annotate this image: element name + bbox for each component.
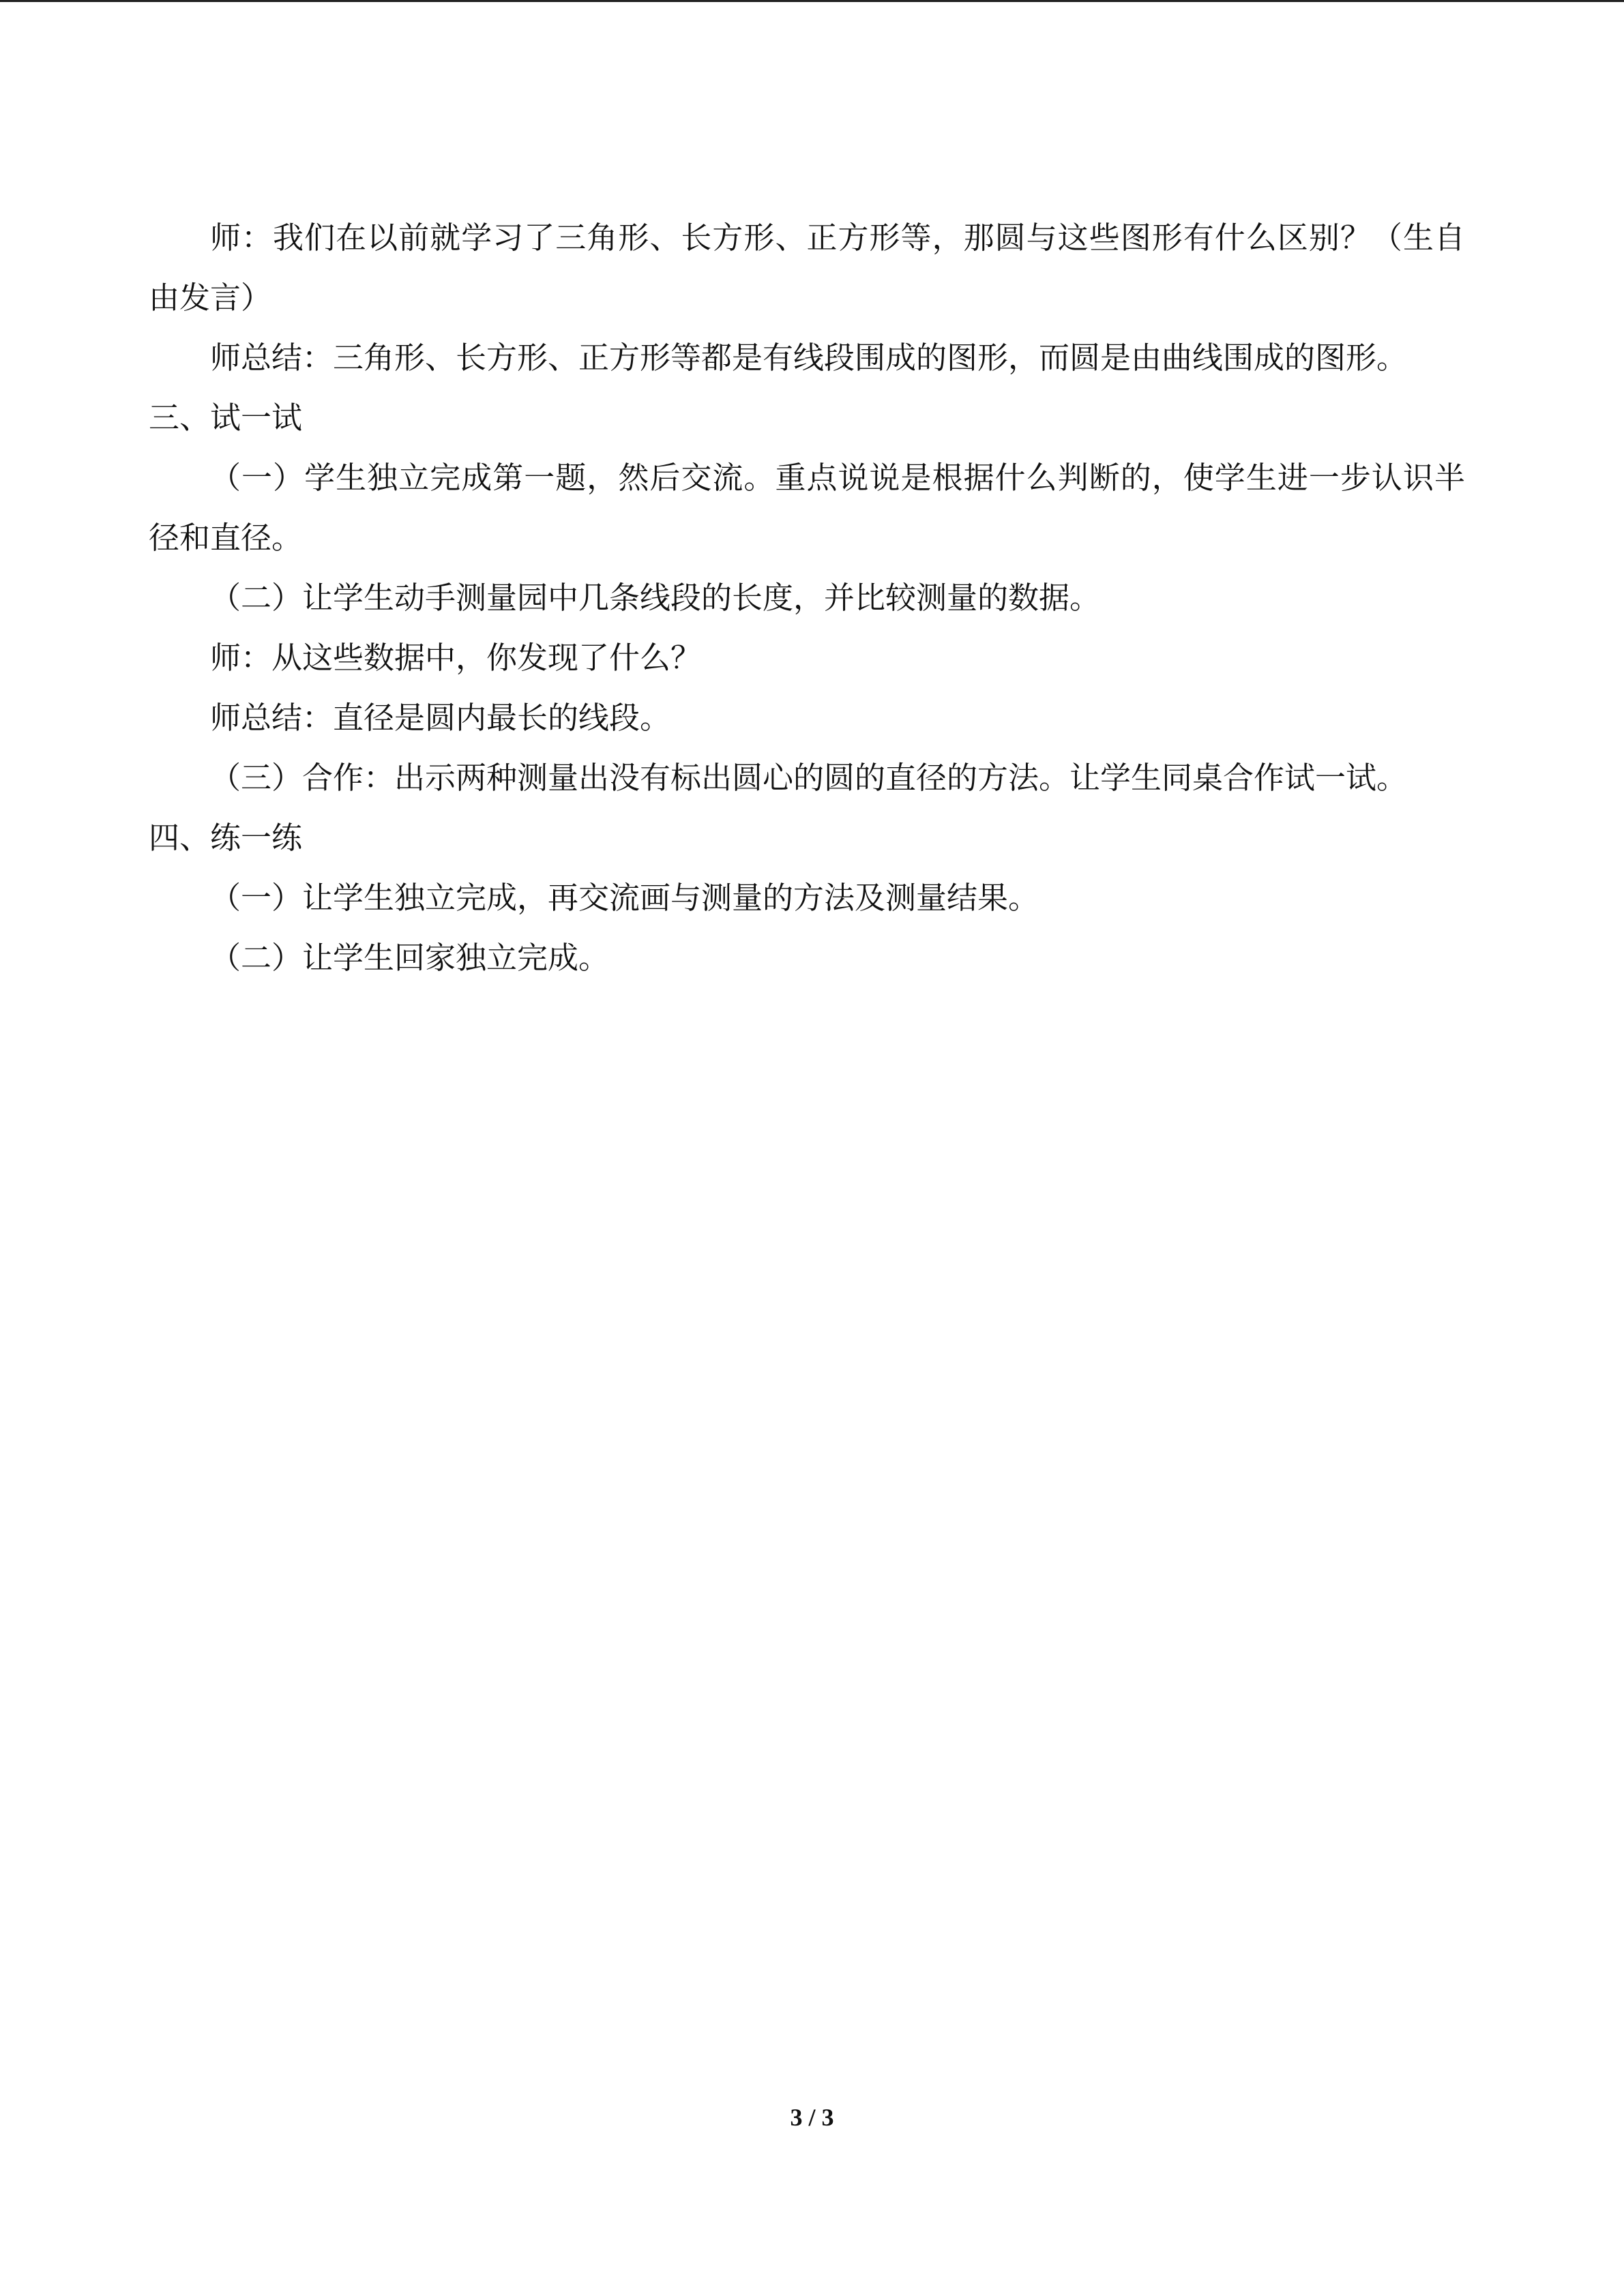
section-heading-try: 三、试一试: [149, 400, 303, 436]
paragraph-practice-item-1: （一）让学生独立完成，再交流画与测量的方法及测量结果。: [210, 880, 1039, 916]
paragraph-try-item-3: （三）合作：出示两种测量出没有标出圆心的圆的直径的方法。让学生同桌合作试一试。: [210, 760, 1408, 796]
paragraph-teacher-discover: 师：从这些数据中，你发现了什么？: [210, 640, 702, 676]
document-body: [149, 208, 1465, 988]
top-border-line: [0, 0, 1624, 2]
page-number: 3 / 3: [790, 2104, 834, 2131]
paragraph-teacher-question: 师：我们在以前就学习了三角形、长方形、正方形等，那圆与这些图形有什么区别？（生自由发言）: [149, 220, 1465, 316]
paragraph-practice-item-2: （二）让学生回家独立完成。: [210, 940, 610, 976]
paragraph-try-item-2: （二）让学生动手测量园中几条线段的长度，并比较测量的数据。: [210, 580, 1101, 616]
paragraph-try-item-1: （一）学生独立完成第一题，然后交流。重点说说是根据什么判断的，使学生进一步认识半径和直径。: [149, 460, 1465, 556]
paragraph-teacher-summary-diameter: 师总结：直径是圆内最长的线段。: [210, 700, 671, 736]
section-heading-practice: 四、练一练: [149, 820, 303, 856]
paragraph-teacher-summary-shapes: 师总结：三角形、长方形、正方形等都是有线段围成的图形，而圆是由曲线围成的图形。: [210, 340, 1408, 376]
